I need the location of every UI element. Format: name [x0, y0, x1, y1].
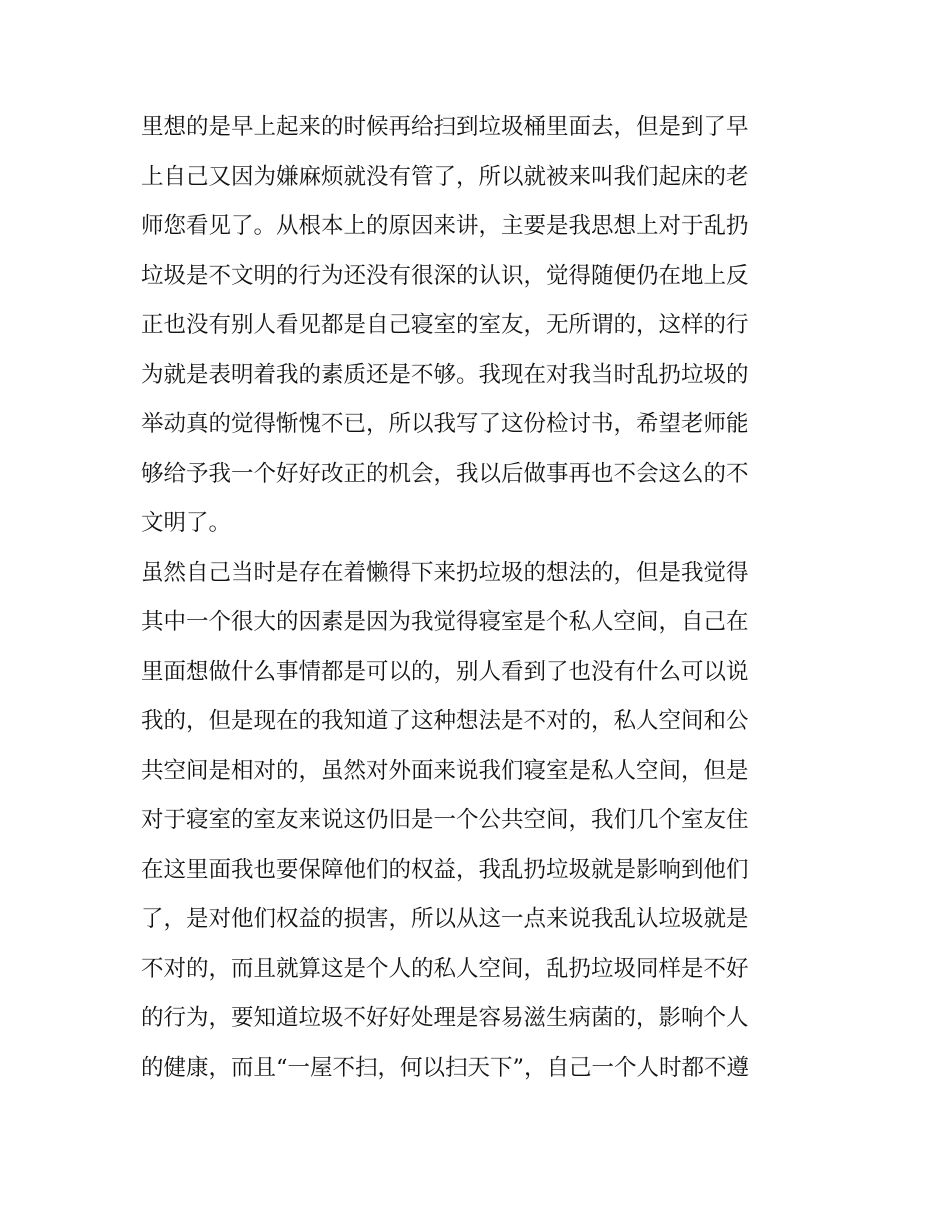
- text-line: 够给予我一个好好改正的机会，我以后做事再也不会这么的不: [141, 460, 749, 487]
- body-text: [141, 103, 821, 1093]
- text-line: 虽然自己当时是存在着懒得下来扔垃圾的想法的，但是我觉得: [141, 559, 749, 586]
- text-line: 其中一个很大的因素是因为我觉得寝室是个私人空间，自己在: [141, 609, 749, 635]
- text-line: 举动真的觉得惭愧不已，所以我写了这份检讨书，希望老师能: [141, 411, 749, 437]
- text-line: 在这里面我也要保障他们的权益，我乱扔垃圾就是影响到他们: [141, 856, 749, 883]
- text-line: 共空间是相对的，虽然对外面来说我们寝室是私人空间，但是: [141, 757, 749, 784]
- text-line: 对于寝室的室友来说这仍旧是一个公共空间，我们几个室友住: [141, 807, 749, 833]
- text-line: 的行为，要知道垃圾不好好处理是容易滋生病菌的，影响个人: [141, 1005, 749, 1031]
- text-line: 我的，但是现在的我知道了这种想法是不对的，私人空间和公: [141, 708, 749, 734]
- text-line: 的健康，而且“一屋不扫，何以扫天下”，自己一个人时都不遵: [141, 1054, 750, 1081]
- text-line: 正也没有别人看见都是自己寝室的室友，无所谓的，这样的行: [141, 312, 749, 338]
- text-line: 上自己又因为嫌麻烦就没有管了，所以就被来叫我们起床的老: [141, 163, 749, 190]
- text-line: 文明了。: [141, 510, 232, 536]
- text-line: 不对的，而且就算这是个人的私人空间，乱扔垃圾同样是不好: [141, 955, 749, 982]
- text-line: 师您看见了。从根本上的原因来讲，主要是我思想上对于乱扔: [141, 213, 749, 239]
- text-line: 里面想做什么事情都是可以的，别人看到了也没有什么可以说: [141, 658, 749, 685]
- text-line: 了，是对他们权益的损害，所以从这一点来说我乱认垃圾就是: [141, 906, 749, 932]
- text-line: 为就是表明着我的素质还是不够。我现在对我当时乱扔垃圾的: [141, 361, 749, 388]
- text-line: 垃圾是不文明的行为还没有很深的认识，觉得随便仍在地上反: [141, 262, 749, 289]
- text-line: 里想的是早上起来的时候再给扫到垃圾桶里面去，但是到了早: [141, 114, 749, 140]
